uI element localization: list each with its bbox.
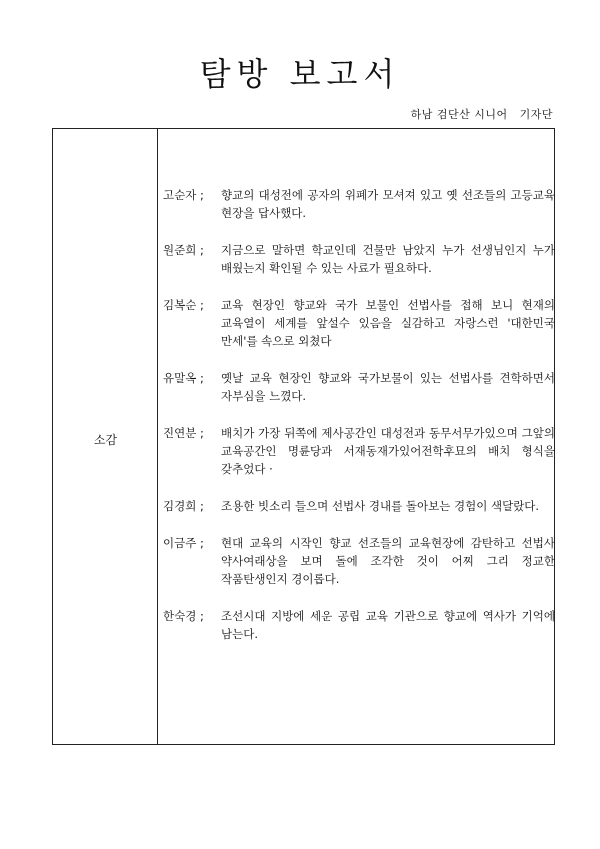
reporter-name: 한숙경 ; bbox=[163, 609, 204, 623]
impression-text: 조선시대 지방에 세운 공립 교육 기관으로 향교에 역사가 기억에 남는다. bbox=[221, 609, 555, 641]
impression-entry bbox=[163, 241, 555, 277]
impression-entry bbox=[163, 369, 555, 405]
impression-text: 옛날 교육 현장인 향교와 국가보물이 있는 선법사를 견학하면서 자부심을 느꼈다. bbox=[221, 371, 555, 403]
impressions-list bbox=[163, 186, 555, 662]
organization-label: 하남 검단산 시니어 기자단 bbox=[410, 108, 553, 121]
label-cell bbox=[53, 129, 158, 744]
reporter-name: 이금주 ; bbox=[163, 536, 204, 550]
reporter-name: 김복순 ; bbox=[163, 298, 204, 312]
reporter-name: 원준희 ; bbox=[163, 243, 204, 257]
reporter-name: 고순자 ; bbox=[163, 188, 204, 202]
impression-entry bbox=[163, 497, 555, 515]
impression-entry bbox=[163, 607, 555, 643]
impression-text: 배치가 가장 뒤쪽에 제사공간인 대성전과 동무서무가있으며 그앞의 교육공간인 명륜당과 서재동재가있어전학후묘의 배치 형식을 갖추었다 · bbox=[221, 426, 555, 476]
impressions-label: 소감 bbox=[93, 433, 118, 447]
impression-entry bbox=[163, 424, 555, 478]
reporter-name: 김경희 ; bbox=[163, 499, 204, 513]
reporter-name: 진연분 ; bbox=[163, 426, 204, 440]
impression-text: 조용한 빗소리 들으며 선법사 경내를 돌아보는 경험이 색달랐다. bbox=[221, 499, 540, 513]
impression-text: 향교의 대성전에 공자의 위폐가 모셔져 있고 옛 선조들의 고등교육 현장을 답사했다. bbox=[221, 188, 555, 220]
impression-entry bbox=[163, 186, 555, 222]
content-cell bbox=[158, 129, 554, 744]
impression-text: 교육 현장인 향교와 국가 보물인 선법사를 접해 보니 현재의 교육열이 세계를 앞설수 있음을 실감하고 자랑스런 '대한민국 만세'를 속으로 외쳤다 bbox=[221, 298, 555, 348]
impression-entry bbox=[163, 296, 555, 350]
impression-entry bbox=[163, 534, 555, 588]
impression-text: 지금으로 말하면 학교인데 건물만 남았지 누가 선생님인지 누가 배웠는지 확인될 수 있는 사료가 필요하다. bbox=[221, 243, 555, 275]
report-table bbox=[52, 128, 555, 745]
impression-text: 현대 교육의 시작인 향교 선조들의 교육현장에 감탄하고 선법사 약사여래상을 보며 돌에 조각한 것이 어찌 그리 정교한 작품탄생인지 경이롭다. bbox=[221, 536, 555, 586]
document-title: 탐방 보고서 bbox=[199, 55, 401, 93]
reporter-name: 유말옥 ; bbox=[163, 371, 204, 385]
